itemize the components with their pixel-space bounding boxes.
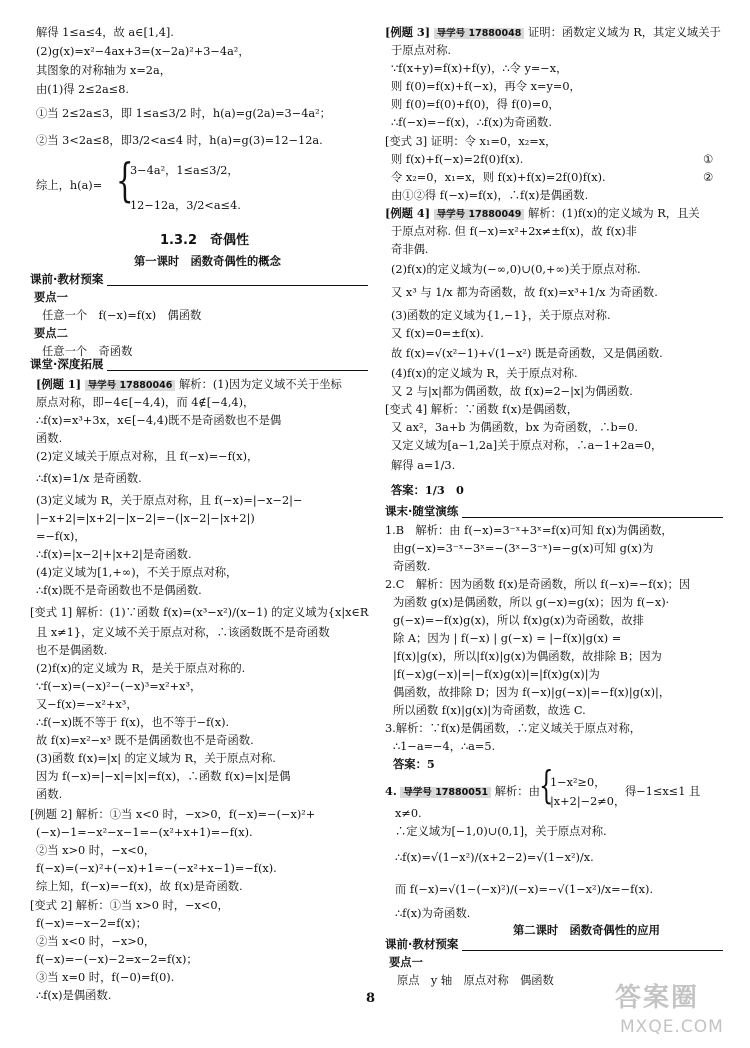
text-line: [例题 2] 解析：①当 x<0 时，−x>0，f(−x)=−(−x)²+: [30, 808, 316, 821]
text-line: 除 A；因为 | f(−x) | g(−x) = |−f(x)|g(x) =: [393, 632, 622, 645]
guide-number: 导学号 17880049: [434, 209, 525, 220]
section-bar: [385, 505, 723, 519]
text-line: ②当 x>0 时，−x<0，: [36, 844, 156, 857]
guide-number: 导学号 17880048: [434, 28, 525, 39]
text-line: 奇函数.: [393, 560, 431, 573]
text-line: 故 f(x)=√(x²−1)+√(1−x²) 既是奇函数，又是偶函数.: [391, 347, 663, 360]
text-line: 由①②得 f(−x)=f(x)，∴f(x)是偶函数.: [391, 189, 589, 202]
text-line: 3.解析：∵f(x)是偶函数，∴定义域关于原点对称，: [385, 722, 642, 735]
key-point-heading: 要点二: [34, 326, 68, 340]
example-tag: [例题 1]: [36, 377, 82, 391]
watermark-url: MXQE.COM: [620, 1017, 724, 1037]
section-bar: [385, 938, 723, 952]
text-line: ∴f(x)是偶函数.: [36, 989, 112, 1002]
equation-number: ①: [703, 153, 714, 166]
text-line: 原点对称，即−4∈[−4,4)，而 4∉[−4,4)，: [36, 396, 255, 409]
example-tag: [例题 4]: [385, 206, 431, 220]
example-tag: [例题 3]: [385, 25, 431, 39]
text-line: ∴f(x)=1/x 是奇函数.: [36, 472, 142, 485]
text-line: ①当 2≤2a≤3，即 1≤a≤3/2 时，h(a)=g(2a)=3−4a²；: [36, 107, 331, 120]
text-line: (3)函数 f(x)=|x| 的定义域为 R，关于原点对称.: [36, 752, 276, 765]
text-line: f(−x)=x²+2x≠±f(x)，故 f(x)非: [469, 225, 637, 238]
text-line: x≠0.: [395, 807, 422, 820]
section-bar: [30, 358, 368, 372]
text-line: |f(x)|g(x)，所以|f(x)|g(x)为偶函数，故排除 B；因为: [393, 650, 662, 663]
guide-number: 导学号 17880046: [85, 380, 176, 391]
section-bar-label: 课前·教材预案: [30, 274, 107, 286]
text-line: 任意一个 奇函数: [42, 345, 133, 358]
text-line: [变式 1] 解析：(1)∵函数 f(x)=(x³−x²)/(x−1) 的定义域为{x|x∈R: [30, 606, 369, 619]
text-line: 于原点对称.: [391, 44, 452, 57]
text-line: 解析：(1)因为定义域不关于坐标: [178, 378, 342, 391]
section-bar-label: 课末·随堂演练: [385, 506, 462, 518]
text-line: ∴f(x)既不是奇函数也不是偶函数.: [36, 584, 202, 597]
answer-line: 答案：5: [393, 757, 435, 771]
text-line: 又 ax²，3a+b 为偶函数，bx 为奇函数，∴b=0.: [391, 421, 638, 434]
text-line: 其图象的对称轴为 x=2a，: [36, 64, 172, 77]
text-line: f(−x)=−(−x)−2=x−2=f(x)；: [36, 953, 198, 966]
answer-line: 答案：1/3 0: [391, 483, 464, 497]
watermark-logo: [612, 985, 747, 1043]
text-line: 原点 y 轴 原点对称 偶函数: [397, 974, 554, 987]
text-line: 且 x≠1}，定义域不关于原点对称，∴该函数既不是奇函数: [36, 626, 330, 639]
text-line: (−x)−1=−x²−x−1=−(x²+x+1)=−f(x).: [36, 826, 253, 839]
text-line: 解得 1≤a≤4，故 a∈[1,4].: [36, 26, 174, 39]
text-line: ∴定义域为[−1,0)∪(0,1]，关于原点对称.: [395, 825, 607, 838]
text-line: 因为 f(−x)=|−x|=|x|=f(x)，∴函数 f(x)=|x|是偶: [36, 770, 291, 783]
text-line: =−f(x)，: [36, 530, 86, 543]
text-line: [变式 2] 解析：①当 x>0 时，−x<0，: [30, 899, 229, 912]
text-line: 故 f(x)=x²−x³ 既不是偶函数也不是奇函数.: [36, 734, 254, 747]
text-line: ③当 x=0 时，f(−0)=f(0).: [36, 971, 175, 984]
text-line: ∵f(−x)=(−x)²−(−x)³=x²+x³，: [36, 680, 202, 693]
lesson-title: 第一课时 函数奇偶性的概念: [134, 254, 281, 268]
text-line: ②当 3<2a≤8，即3/2<a≤4 时，h(a)=g(3)=12−12a.: [36, 134, 323, 147]
watermark-title: 答案圈: [615, 983, 700, 1013]
piecewise-case: 12−12a，3/2<a≤4.: [130, 199, 241, 212]
text-line: 1.B 解析：由 f(−x)=3⁻ˣ+3ˣ=f(x)可知 f(x)为偶函数，: [385, 524, 673, 537]
text-line: 任意一个 f(−x)=f(x) 偶函数: [42, 309, 202, 322]
text-line: 函数.: [36, 788, 63, 801]
text-line: (2)定义域关于原点对称，且 f(−x)=−f(x)，: [36, 450, 259, 463]
text-line: f(−x)=−x−2=f(x)；: [36, 917, 147, 930]
piecewise-case: |x+2|−2≠0，: [550, 795, 626, 808]
text-line: 则 f(x)+f(−x)=2f(0)f(x).: [391, 153, 524, 166]
key-point-heading: 要点一: [389, 955, 423, 969]
text-line: 又 x³ 与 1/x 都为奇函数，故 f(x)=x³+1/x 为奇函数.: [391, 286, 658, 299]
lesson-title: 第二课时 函数奇偶性的应用: [513, 923, 660, 937]
text-line: (2)f(x)的定义域为(−∞,0)∪(0,+∞)关于原点对称.: [391, 263, 641, 276]
text-line: 2.C 解析：因为函数 f(x)是奇函数，所以 f(−x)=−f(x)；因: [385, 578, 691, 591]
text-line: 解析：由: [494, 785, 540, 798]
text-line: (3)定义域为 R，关于原点对称，且 f(−x)=|−x−2|−: [36, 494, 303, 507]
text-line: 于原点对称. 但: [391, 225, 470, 238]
text-line: 又 f(x)=0=±f(x).: [391, 327, 484, 340]
text-line: 而 f(−x)=√(1−(−x)²)/(−x)=−√(1−x²)/x=−f(x).: [395, 883, 654, 896]
question-number: 4.: [385, 784, 397, 798]
text-line: (2)f(x)的定义域为 R，是关于原点对称的.: [36, 662, 246, 675]
text-line: 函数.: [36, 432, 63, 445]
text-line: 又−f(x)=−x²+x³，: [36, 698, 138, 711]
section-bar-label: 课堂·深度拓展: [30, 359, 107, 371]
text-line: ∴1−a=−4，∴a=5.: [393, 740, 496, 753]
text-line: 则 f(0)=f(0)+f(0)，得 f(0)=0，: [391, 98, 560, 111]
piecewise-case: 3−4a²，1≤a≤3/2，: [130, 164, 239, 177]
text-line: 奇非偶.: [391, 243, 429, 256]
section-bar-label: 课前·教材预案: [385, 939, 462, 951]
text-line: ∴f(−x)=−f(x)，∴f(x)为奇函数.: [391, 116, 552, 129]
piecewise-case: 1−x²≥0，: [550, 776, 606, 789]
section-title: 1.3.2 奇偶性: [160, 233, 250, 248]
text-line: (4)f(x)的定义域为 R，关于原点对称.: [391, 367, 578, 380]
text-line: ∴f(x)为奇函数.: [395, 907, 471, 920]
text-line: ∴f(−x)既不等于 f(x)，也不等于−f(x).: [36, 716, 230, 729]
text-line: 得−1≤x≤1 且: [625, 785, 701, 798]
section-bar: [30, 273, 368, 287]
text-line: 由(1)得 2≤2a≤8.: [36, 83, 130, 96]
text-line: (4)定义域为[1,+∞)，不关于原点对称，: [36, 566, 238, 579]
text-line: 又定义域为[a−1,2a]关于原点对称，∴a−1+2a=0，: [391, 439, 663, 452]
text-line: [变式 3] 证明：令 x₁=0，x₂=x，: [385, 135, 557, 148]
text-line: ∵f(x+y)=f(x)+f(y)，∴令 y=−x，: [391, 62, 568, 75]
text-line: 所以函数 f(x)|g(x)|为奇函数，故选 C.: [393, 704, 586, 717]
text-line: ∴f(x)=√(1−x²)/(x+2−2)=√(1−x²)/x.: [395, 851, 594, 864]
text-line: 证明：函数定义域为 R，其定义域关于: [527, 26, 721, 39]
text-line: 偶函数，故排除 D；因为 f(−x)|g(−x)|=−f(x)|g(x)|，: [393, 686, 671, 699]
key-point-heading: 要点一: [34, 290, 68, 304]
piecewise-lead: 综上，h(a)=: [36, 179, 103, 192]
text-line: ②当 x<0 时，−x>0，: [36, 935, 156, 948]
brace-symbol: {: [539, 763, 554, 807]
guide-number: 导学号 17880051: [400, 787, 491, 798]
equation-number: ②: [703, 171, 714, 184]
text-line: (2)g(x)=x²−4ax+3=(x−2a)²+3−4a²，: [36, 45, 250, 58]
text-line: g(−x)=−f(x)g(x)，所以 f(x)g(x)为奇函数，故排: [393, 614, 644, 627]
text-line: ∴f(x)=x³+3x，x∈[−4,4)既不是奇函数也不是偶: [36, 414, 282, 427]
text-line: |−x+2|=|x+2|−|x−2|=−(|x−2|−|x+2|): [36, 512, 255, 525]
text-line: 也不是偶函数.: [36, 644, 108, 657]
brace-symbol: {: [116, 153, 134, 207]
text-line: f(−x)=(−x)²+(−x)+1=−(−x²+x−1)=−f(x).: [36, 862, 277, 875]
text-line: 由g(−x)=3⁻ˣ−3ˣ=−(3ˣ−3⁻ˣ)=−g(x)可知 g(x)为: [393, 542, 654, 555]
text-line: 为函数 g(x)是偶函数，所以 g(−x)=g(x)；因为 f(−x)·: [393, 596, 670, 609]
text-line: 又 2 与|x|都为偶函数，故 f(x)=2−|x|为偶函数.: [391, 385, 633, 398]
text-line: 解析：(1)f(x)的定义域为 R，且关: [527, 207, 700, 220]
text-line: 解得 a=1/3.: [391, 459, 456, 472]
text-line: 综上知，f(−x)=−f(x)，故 f(x)是奇函数.: [36, 880, 243, 893]
page-number: 8: [366, 991, 376, 1006]
text-line: [变式 4] 解析：∵函数 f(x)是偶函数，: [385, 403, 579, 416]
text-line: 令 x₂=0，x₁=x，则 f(x)+f(x)=2f(0)f(x).: [391, 171, 606, 184]
text-line: (3)函数的定义域为{1,−1}，关于原点对称.: [391, 309, 611, 322]
text-line: ∴f(x)=|x−2|+|x+2|是奇函数.: [36, 548, 192, 561]
text-line: |f(−x)g(−x)|=|−f(x)g(x)|=|f(x)g(x)|为: [393, 668, 600, 681]
text-line: 则 f(0)=f(x)+f(−x)，再令 x=y=0，: [391, 80, 581, 93]
